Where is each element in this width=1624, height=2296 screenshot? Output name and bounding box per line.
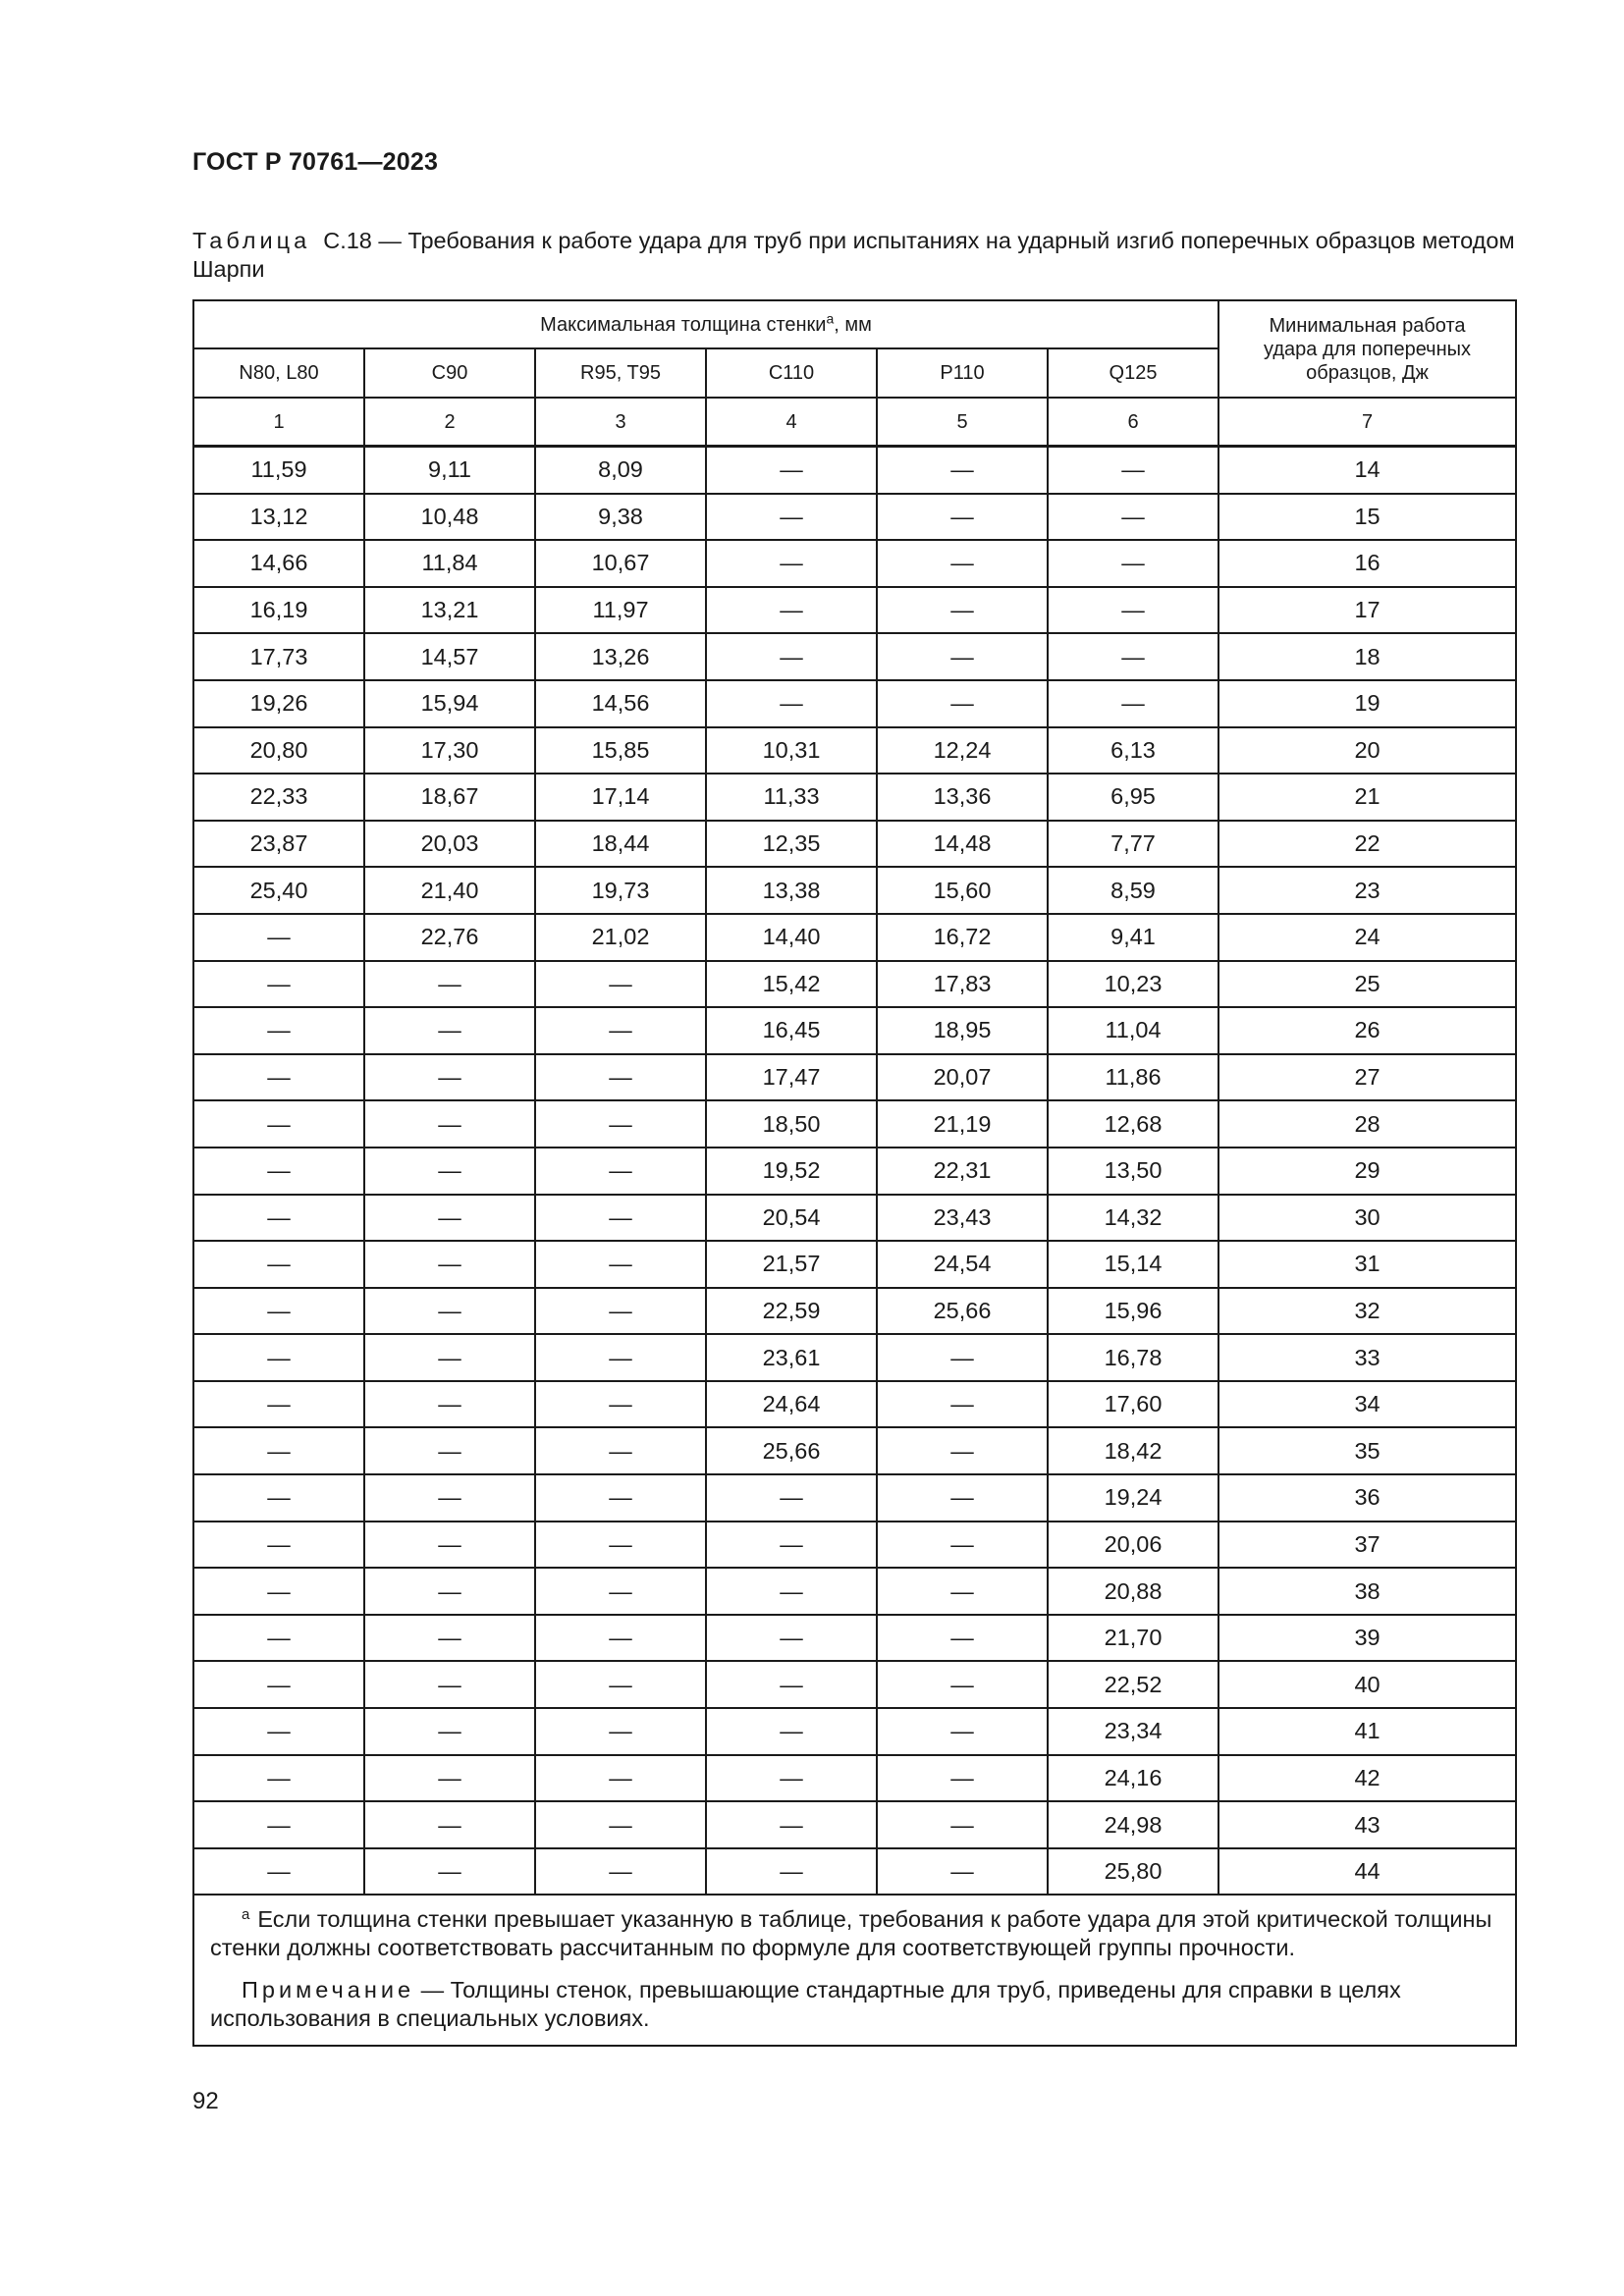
table-cell: —	[535, 1241, 706, 1288]
table-cell: —	[1048, 633, 1218, 680]
table-cell: —	[364, 1661, 535, 1708]
table-cell: —	[877, 447, 1048, 494]
table-cell: —	[364, 1708, 535, 1755]
table-cell: 17,60	[1048, 1381, 1218, 1428]
table-cell: —	[1048, 540, 1218, 587]
table-cell: 38	[1218, 1568, 1516, 1615]
table-cell: 44	[1218, 1848, 1516, 1896]
table-cell: 29	[1218, 1148, 1516, 1195]
table-cell: 22,52	[1048, 1661, 1218, 1708]
table-cell: —	[193, 1568, 364, 1615]
table-cell: —	[193, 1801, 364, 1848]
column-header: C110	[706, 348, 877, 398]
table-cell: —	[535, 1427, 706, 1474]
table-cell: —	[364, 1474, 535, 1522]
table-cell: —	[706, 1848, 877, 1896]
table-cell: 9,11	[364, 447, 535, 494]
table-cell: —	[364, 1288, 535, 1335]
table-cell: 40	[1218, 1661, 1516, 1708]
table-cell: 28	[1218, 1100, 1516, 1148]
table-cell: 15,60	[877, 867, 1048, 914]
table-cell: 10,67	[535, 540, 706, 587]
table-cell: 21,70	[1048, 1615, 1218, 1662]
table-cell: —	[193, 1148, 364, 1195]
table-cell: —	[535, 1755, 706, 1802]
table-cell: —	[535, 1148, 706, 1195]
table-cell: 25	[1218, 961, 1516, 1008]
table-cell: —	[877, 1661, 1048, 1708]
column-header: N80, L80	[193, 348, 364, 398]
table-cell: 27	[1218, 1054, 1516, 1101]
table-cell: —	[1048, 447, 1218, 494]
table-cell: —	[535, 1007, 706, 1054]
table-cell: 12,68	[1048, 1100, 1218, 1148]
table-cell: 13,36	[877, 774, 1048, 821]
table-note	[210, 1976, 1499, 2033]
table-cell: —	[1048, 680, 1218, 727]
table-cell: —	[706, 1708, 877, 1755]
table-cell: —	[193, 1007, 364, 1054]
table-row	[193, 1054, 1516, 1101]
table-row	[193, 447, 1516, 494]
table-cell: 21	[1218, 774, 1516, 821]
table-cell: —	[877, 1848, 1048, 1896]
table-cell: 21,40	[364, 867, 535, 914]
table-cell: —	[535, 1474, 706, 1522]
table-cell: 9,41	[1048, 914, 1218, 961]
table-cell: 36	[1218, 1474, 1516, 1522]
table-cell: 30	[1218, 1195, 1516, 1242]
table-cell: 11,86	[1048, 1054, 1218, 1101]
table-cell: 25,66	[706, 1427, 877, 1474]
table-cell: 13,21	[364, 587, 535, 634]
table-cell: 15,14	[1048, 1241, 1218, 1288]
table-cell: 17	[1218, 587, 1516, 634]
table-cell: 23,87	[193, 821, 364, 868]
table-cell: —	[706, 1755, 877, 1802]
table-cell: —	[877, 1708, 1048, 1755]
table-cell: —	[535, 1801, 706, 1848]
table-row	[193, 914, 1516, 961]
table-cell: —	[877, 1427, 1048, 1474]
impact-energy-table	[192, 299, 1517, 2047]
table-cell: —	[364, 1148, 535, 1195]
table-cell: —	[706, 1615, 877, 1662]
table-cell: —	[706, 1801, 877, 1848]
table-cell: —	[193, 1381, 364, 1428]
note-text: — Толщины стенок, превышающие стандартные для труб, приведены для справки в целях использования в специальных условиях.	[210, 1977, 1401, 2032]
column-number: 5	[877, 398, 1048, 447]
table-cell: —	[193, 961, 364, 1008]
table-cell: 6,13	[1048, 727, 1218, 774]
table-cell: —	[535, 961, 706, 1008]
table-cell: 20	[1218, 727, 1516, 774]
table-cell: 17,83	[877, 961, 1048, 1008]
table-cell: —	[877, 1474, 1048, 1522]
table-cell: 17,14	[535, 774, 706, 821]
footnote-mark: а	[242, 1905, 250, 1923]
document-header: ГОСТ Р 70761—2023	[192, 148, 439, 176]
table-cell: 19,73	[535, 867, 706, 914]
table-cell: —	[706, 447, 877, 494]
table-cell: 23,34	[1048, 1708, 1218, 1755]
table-cell: 10,48	[364, 494, 535, 541]
table-row	[193, 1661, 1516, 1708]
table-cell: 15,96	[1048, 1288, 1218, 1335]
column-number: 2	[364, 398, 535, 447]
table-cell: —	[193, 1334, 364, 1381]
table-cell: 8,59	[1048, 867, 1218, 914]
table-row	[193, 1615, 1516, 1662]
table-cell: —	[193, 1848, 364, 1896]
table-cell: 41	[1218, 1708, 1516, 1755]
table-row	[193, 1755, 1516, 1802]
table-cell: 13,38	[706, 867, 877, 914]
column-number: 7	[1218, 398, 1516, 447]
table-cell: 20,80	[193, 727, 364, 774]
table-row	[193, 1195, 1516, 1242]
table-cell: 19	[1218, 680, 1516, 727]
table-cell: —	[1048, 587, 1218, 634]
table-row	[193, 1708, 1516, 1755]
table-cell: 14,40	[706, 914, 877, 961]
table-cell: —	[364, 1334, 535, 1381]
table-cell: 25,66	[877, 1288, 1048, 1335]
table-cell: 23,61	[706, 1334, 877, 1381]
table-row	[193, 1568, 1516, 1615]
column-header: R95, T95	[535, 348, 706, 398]
table-row	[193, 1100, 1516, 1148]
table-cell: —	[364, 1100, 535, 1148]
table-cell: 33	[1218, 1334, 1516, 1381]
table-cell: —	[877, 680, 1048, 727]
table-cell: 18,50	[706, 1100, 877, 1148]
footnote-text: Если толщина стенки превышает указанную в таблице, требования к работе удара для этой критической толщины стенки должны соответствовать рассчитанным по формуле для соответствующей группы прочности.	[210, 1906, 1492, 1961]
table-cell: —	[364, 1568, 535, 1615]
table-cell: 26	[1218, 1007, 1516, 1054]
table-row	[193, 1148, 1516, 1195]
min-impact-energy-header: Минимальная работа удара для поперечных образцов, Дж	[1218, 300, 1516, 398]
column-header: C90	[364, 348, 535, 398]
table-cell: —	[877, 1522, 1048, 1569]
table-cell: —	[364, 1007, 535, 1054]
table-cell: —	[706, 540, 877, 587]
table-row	[193, 1334, 1516, 1381]
table-row	[193, 774, 1516, 821]
table-cell: —	[364, 1848, 535, 1896]
table-cell: 24,16	[1048, 1755, 1218, 1802]
table-cell: 21,19	[877, 1100, 1048, 1148]
table-cell: 13,12	[193, 494, 364, 541]
table-cell: —	[706, 1474, 877, 1522]
table-cell: 20,54	[706, 1195, 877, 1242]
table-cell: —	[1048, 494, 1218, 541]
table-cell: 11,84	[364, 540, 535, 587]
table-cell: 21,02	[535, 914, 706, 961]
table-cell: 34	[1218, 1381, 1516, 1428]
table-cell: —	[193, 1100, 364, 1148]
table-cell: —	[535, 1568, 706, 1615]
table-row	[193, 540, 1516, 587]
table-row	[193, 727, 1516, 774]
table-cell: —	[193, 1474, 364, 1522]
group-header-footnote-mark: а	[826, 309, 835, 326]
column-number: 4	[706, 398, 877, 447]
table-cell: 18	[1218, 633, 1516, 680]
table-cell: —	[877, 633, 1048, 680]
table-row	[193, 587, 1516, 634]
table-cell: 20,06	[1048, 1522, 1218, 1569]
table-cell: 6,95	[1048, 774, 1218, 821]
table-cell: 17,73	[193, 633, 364, 680]
column-number: 3	[535, 398, 706, 447]
table-cell: —	[193, 1241, 364, 1288]
table-row	[193, 1007, 1516, 1054]
table-cell: —	[706, 587, 877, 634]
table-cell: 11,33	[706, 774, 877, 821]
table-cell: —	[535, 1381, 706, 1428]
table-cell: 15,94	[364, 680, 535, 727]
table-cell: 14,66	[193, 540, 364, 587]
table-cell: —	[877, 1755, 1048, 1802]
table-cell: —	[193, 1288, 364, 1335]
table-cell: 12,35	[706, 821, 877, 868]
table-cell: 22,33	[193, 774, 364, 821]
table-cell: —	[535, 1334, 706, 1381]
table-cell: 11,59	[193, 447, 364, 494]
table-cell: 13,26	[535, 633, 706, 680]
table-cell: —	[535, 1100, 706, 1148]
table-cell: 43	[1218, 1801, 1516, 1848]
table-cell: 19,24	[1048, 1474, 1218, 1522]
table-row	[193, 1241, 1516, 1288]
group-header-text: Максимальная толщина стенки	[540, 313, 827, 336]
table-cell: 32	[1218, 1288, 1516, 1335]
table-cell: 18,44	[535, 821, 706, 868]
table-cell: 17,47	[706, 1054, 877, 1101]
table-cell: 19,52	[706, 1148, 877, 1195]
table-cell: —	[706, 633, 877, 680]
table-cell: 39	[1218, 1615, 1516, 1662]
table-cell: 22,59	[706, 1288, 877, 1335]
table-row	[193, 867, 1516, 914]
table-cell: 15	[1218, 494, 1516, 541]
table-cell: 24	[1218, 914, 1516, 961]
table-cell: —	[877, 1381, 1048, 1428]
table-cell: —	[535, 1848, 706, 1896]
table-cell: 24,54	[877, 1241, 1048, 1288]
column-header: Q125	[1048, 348, 1218, 398]
table-cell: 22	[1218, 821, 1516, 868]
table-cell: —	[193, 1522, 364, 1569]
table-cell: —	[193, 1195, 364, 1242]
table-cell: 14	[1218, 447, 1516, 494]
page-number: 92	[192, 2088, 219, 2114]
table-caption	[192, 227, 1518, 284]
table-cell: —	[364, 1755, 535, 1802]
table-cell: —	[193, 1661, 364, 1708]
note-label: Примечание	[242, 1977, 415, 2003]
table-row	[193, 1427, 1516, 1474]
table-cell: 8,09	[535, 447, 706, 494]
table-cell: 37	[1218, 1522, 1516, 1569]
table-cell: —	[535, 1708, 706, 1755]
table-cell: —	[706, 1661, 877, 1708]
table-cell: —	[193, 1755, 364, 1802]
table-cell: 25,80	[1048, 1848, 1218, 1896]
table-cell: —	[193, 1708, 364, 1755]
table-cell: 15,85	[535, 727, 706, 774]
column-number: 6	[1048, 398, 1218, 447]
table-cell: —	[877, 494, 1048, 541]
table-cell: —	[877, 1801, 1048, 1848]
table-cell: 20,03	[364, 821, 535, 868]
table-cell: 14,32	[1048, 1195, 1218, 1242]
table-cell: —	[193, 1054, 364, 1101]
table-cell: 18,42	[1048, 1427, 1218, 1474]
table-cell: 9,38	[535, 494, 706, 541]
table-cell: —	[364, 1195, 535, 1242]
table-cell: —	[364, 1427, 535, 1474]
table-cell: —	[364, 961, 535, 1008]
table-cell: 14,56	[535, 680, 706, 727]
table-cell: —	[877, 1334, 1048, 1381]
table-cell: 7,77	[1048, 821, 1218, 868]
table-cell: —	[877, 540, 1048, 587]
table-cell: 24,98	[1048, 1801, 1218, 1848]
table-cell: —	[364, 1615, 535, 1662]
table-cell: —	[535, 1288, 706, 1335]
table-cell: —	[535, 1615, 706, 1662]
table-cell: —	[364, 1522, 535, 1569]
table-cell: —	[364, 1381, 535, 1428]
column-header: P110	[877, 348, 1048, 398]
table-footer	[193, 1895, 1516, 2046]
table-cell: —	[193, 1615, 364, 1662]
table-cell: 20,07	[877, 1054, 1048, 1101]
table-cell: 35	[1218, 1427, 1516, 1474]
table-row	[193, 1522, 1516, 1569]
table-cell: 19,26	[193, 680, 364, 727]
table-cell: 16,19	[193, 587, 364, 634]
column-number: 1	[193, 398, 364, 447]
table-cell: —	[364, 1241, 535, 1288]
table-cell: 10,23	[1048, 961, 1218, 1008]
table-cell: 18,67	[364, 774, 535, 821]
table-cell: 31	[1218, 1241, 1516, 1288]
table-cell: —	[706, 494, 877, 541]
table-cell: —	[877, 1568, 1048, 1615]
table-cell: —	[706, 680, 877, 727]
table-cell: —	[535, 1522, 706, 1569]
table-cell: 14,57	[364, 633, 535, 680]
table-row	[193, 494, 1516, 541]
table-cell: —	[535, 1054, 706, 1101]
table-cell: —	[535, 1195, 706, 1242]
table-cell: 23,43	[877, 1195, 1048, 1242]
table-row	[193, 680, 1516, 727]
table-cell: 23	[1218, 867, 1516, 914]
table-cell: —	[193, 1427, 364, 1474]
footnote	[210, 1905, 1499, 1962]
caption-label: Таблица	[192, 228, 311, 253]
table-cell: 11,97	[535, 587, 706, 634]
table-row	[193, 1848, 1516, 1896]
table-cell: —	[877, 587, 1048, 634]
table-cell: —	[364, 1801, 535, 1848]
table-cell: 42	[1218, 1755, 1516, 1802]
table-row	[193, 961, 1516, 1008]
table-row	[193, 1288, 1516, 1335]
table-cell: 16	[1218, 540, 1516, 587]
table-cell: 17,30	[364, 727, 535, 774]
table-row	[193, 1381, 1516, 1428]
table-cell: 13,50	[1048, 1148, 1218, 1195]
table-cell: 21,57	[706, 1241, 877, 1288]
table-cell: —	[706, 1522, 877, 1569]
table-row	[193, 1474, 1516, 1522]
table-cell: —	[193, 914, 364, 961]
table-cell: 16,72	[877, 914, 1048, 961]
table-cell: 25,40	[193, 867, 364, 914]
table-row	[193, 1801, 1516, 1848]
table-cell: 12,24	[877, 727, 1048, 774]
table-cell: 16,78	[1048, 1334, 1218, 1381]
table-cell: 11,04	[1048, 1007, 1218, 1054]
table-cell: 15,42	[706, 961, 877, 1008]
table-row	[193, 633, 1516, 680]
table-cell: 18,95	[877, 1007, 1048, 1054]
table-cell: —	[706, 1568, 877, 1615]
table-cell: 22,31	[877, 1148, 1048, 1195]
table-row	[193, 821, 1516, 868]
table-cell: 20,88	[1048, 1568, 1218, 1615]
group-header	[193, 300, 1218, 348]
table-cell: —	[877, 1615, 1048, 1662]
table-cell: 10,31	[706, 727, 877, 774]
table-cell: 14,48	[877, 821, 1048, 868]
group-header-unit: , мм	[834, 313, 872, 336]
table-cell: 24,64	[706, 1381, 877, 1428]
table-cell: 16,45	[706, 1007, 877, 1054]
table-cell: —	[535, 1661, 706, 1708]
table-cell: 22,76	[364, 914, 535, 961]
table-cell: —	[364, 1054, 535, 1101]
caption-text: С.18 — Требования к работе удара для труб при испытаниях на ударный изгиб поперечных образцов методом Шарпи	[192, 228, 1515, 282]
